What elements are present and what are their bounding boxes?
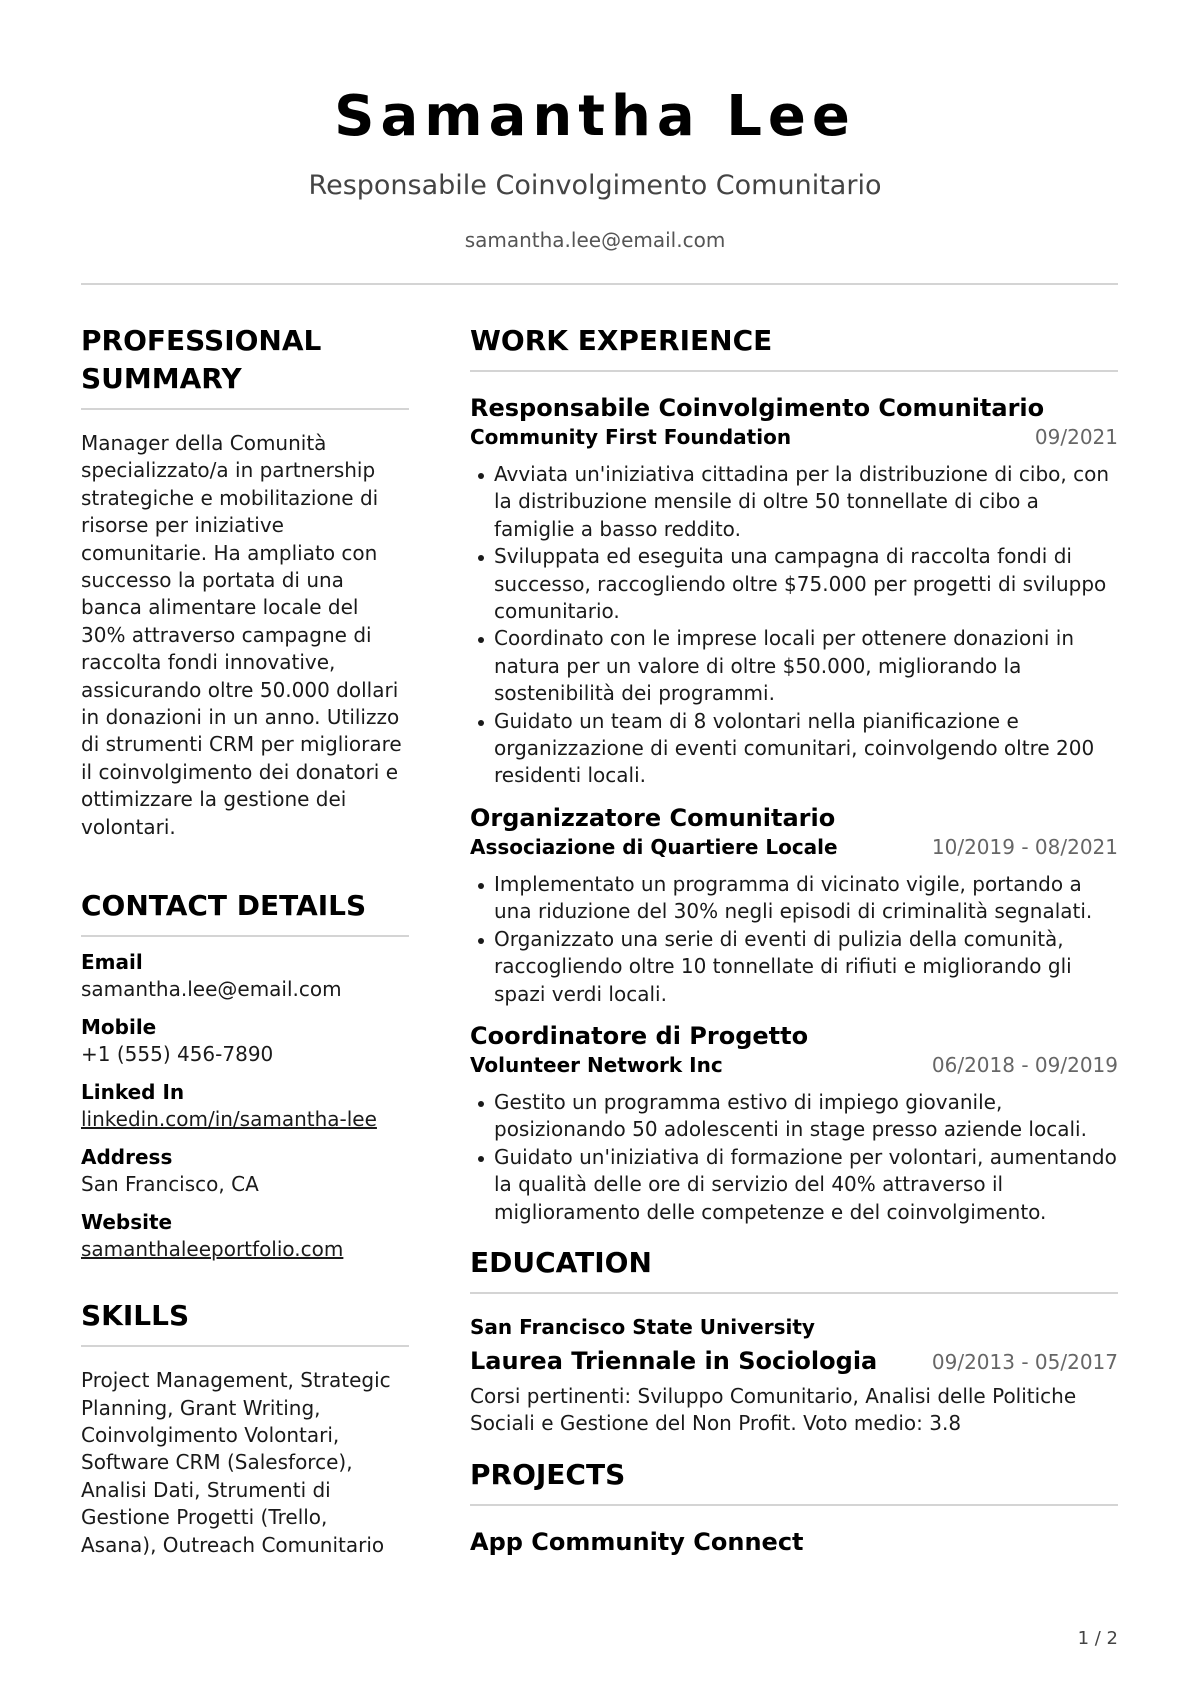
experience-section [470, 322, 1118, 1226]
experience-title: WORK EXPERIENCE [470, 324, 773, 357]
job-bullets [470, 871, 1118, 1008]
header-divider [81, 283, 1118, 285]
skills-text: Project Management, Strategic Planning, Grant Writing, Coinvolgimento Volontari, Software CRM (Salesforce), Analisi Dati, Strumenti di Gestione Progetti (Trello, Asana), Outreach Comunitario [81, 1368, 391, 1557]
job-title: Coordinatore di Progetto [470, 1021, 809, 1050]
website-link[interactable]: samanthaleeportfolio.com [81, 1237, 344, 1262]
job-dates: 10/2019 - 08/2021 [931, 834, 1118, 859]
education-divider [470, 1292, 1118, 1294]
job-bullet: Organizzato una serie di eventi di pulizia della comunità, raccogliendo oltre 10 tonnellate di rifiuti e migliorando gli spazi verdi locali. [470, 926, 1118, 1008]
contact-title: CONTACT DETAILS [81, 889, 367, 923]
job-meta [470, 1052, 1118, 1079]
job-bullet: Guidato un team di 8 volontari nella pianificazione e organizzazione di eventi comunitari, coinvolgendo oltre 200 residenti locali. [470, 708, 1118, 790]
projects-section [470, 1456, 1118, 1558]
skills-divider [81, 1345, 409, 1347]
job-entry [470, 392, 1118, 790]
summary-text: Manager della Comunità specializzato/a in partnership strategiche e mobilitazione di risorse per iniziative comunitarie. Ha ampliato con successo la portata di una banca alimentare locale del 30% attraverso campagne di raccolta fondi innovative, assicurando oltre 50.000 dollari in donazioni in un anno. Utilizzo di strumenti CRM per migliorare il coinvolgimento dei donatori e ottimizzare la gestione dei volontari. [81, 431, 402, 839]
contact-label-mobile: Mobile [81, 1015, 157, 1040]
job-bullets [470, 461, 1118, 790]
contact-value-mobile: +1 (555) 456-7890 [81, 1042, 274, 1067]
project-title: App Community Connect [470, 1527, 804, 1556]
job-bullet: Guidato un'iniziativa di formazione per volontari, aumentando la qualità delle ore di servizio del 40% attraverso il miglioramento delle competenze e del coinvolgimento. [470, 1144, 1118, 1226]
contact-value-address: San Francisco, CA [81, 1172, 259, 1197]
contact-section [81, 887, 409, 1263]
job-title: Organizzatore Comunitario [470, 803, 836, 832]
summary-section [81, 322, 409, 841]
summary-title: PROFESSIONAL SUMMARY [81, 324, 322, 395]
contact-label-address: Address [81, 1145, 173, 1170]
candidate-headline: Responsabile Coinvolgimento Comunitario [308, 170, 882, 201]
job-title: Responsabile Coinvolgimento Comunitario [470, 394, 1045, 422]
left-column [81, 322, 409, 1559]
job-meta [470, 424, 1118, 451]
contact-label-website: Website [81, 1210, 173, 1235]
linkedin-link[interactable]: linkedin.com/in/samantha-lee [81, 1107, 377, 1132]
candidate-name: Samantha Lee [334, 84, 856, 149]
contact-value-email: samantha.lee@email.com [81, 977, 342, 1002]
job-bullet: Gestito un programma estivo di impiego giovanile, posizionando 50 adolescenti in stage presso aziende locali. [470, 1089, 1118, 1144]
education-degree: Laurea Triennale in Sociologia [470, 1346, 878, 1375]
job-company: Associazione di Quartiere Locale [470, 834, 838, 859]
page-number: 1 / 2 [1077, 1628, 1118, 1649]
job-company: Community First Foundation [470, 425, 792, 449]
contact-divider [81, 935, 409, 937]
experience-divider [470, 370, 1118, 372]
education-details: Corsi pertinenti: Sviluppo Comunitario, Analisi delle Politiche Sociali e Gestione del Non Profit. Voto medio: 3.8 [470, 1383, 1077, 1436]
skills-section [81, 1297, 409, 1559]
job-entry [470, 1020, 1118, 1226]
job-dates: 09/2021 [1034, 425, 1118, 449]
job-meta [470, 834, 1118, 861]
education-section [470, 1244, 1118, 1438]
education-title: EDUCATION [470, 1245, 652, 1279]
job-dates: 06/2018 - 09/2019 [931, 1052, 1118, 1077]
education-meta [470, 1345, 1118, 1377]
education-dates: 09/2013 - 05/2017 [931, 1349, 1118, 1374]
education-school: San Francisco State University [470, 1314, 815, 1339]
header-email: samantha.lee@email.com [464, 228, 726, 252]
job-bullet: Implementato un programma di vicinato vigile, portando a una riduzione del 30% negli episodi di criminalità segnalati. [470, 871, 1118, 926]
job-bullet: Avviata un'iniziativa cittadina per la distribuzione di cibo, con la distribuzione mensile di oltre 50 tonnellate di cibo a famiglie a basso reddito. [470, 461, 1118, 543]
job-entry [470, 802, 1118, 1008]
job-company: Volunteer Network Inc [470, 1052, 723, 1077]
projects-divider [470, 1504, 1118, 1506]
contact-label-linkedin: Linked In [81, 1080, 185, 1105]
job-bullet: Sviluppata ed eseguita una campagna di raccolta fondi di successo, raccogliendo oltre $75.000 per progetti di sviluppo comunitario. [470, 543, 1118, 625]
job-bullets [470, 1089, 1118, 1226]
job-bullet: Coordinato con le imprese locali per ottenere donazioni in natura per un valore di oltre $50.000, migliorando la sostenibilità dei programmi. [470, 625, 1118, 707]
skills-title: SKILLS [81, 1299, 190, 1333]
contact-label-email: Email [81, 950, 143, 975]
right-column [470, 322, 1118, 1558]
projects-title: PROJECTS [470, 1457, 626, 1491]
summary-divider [81, 408, 409, 410]
